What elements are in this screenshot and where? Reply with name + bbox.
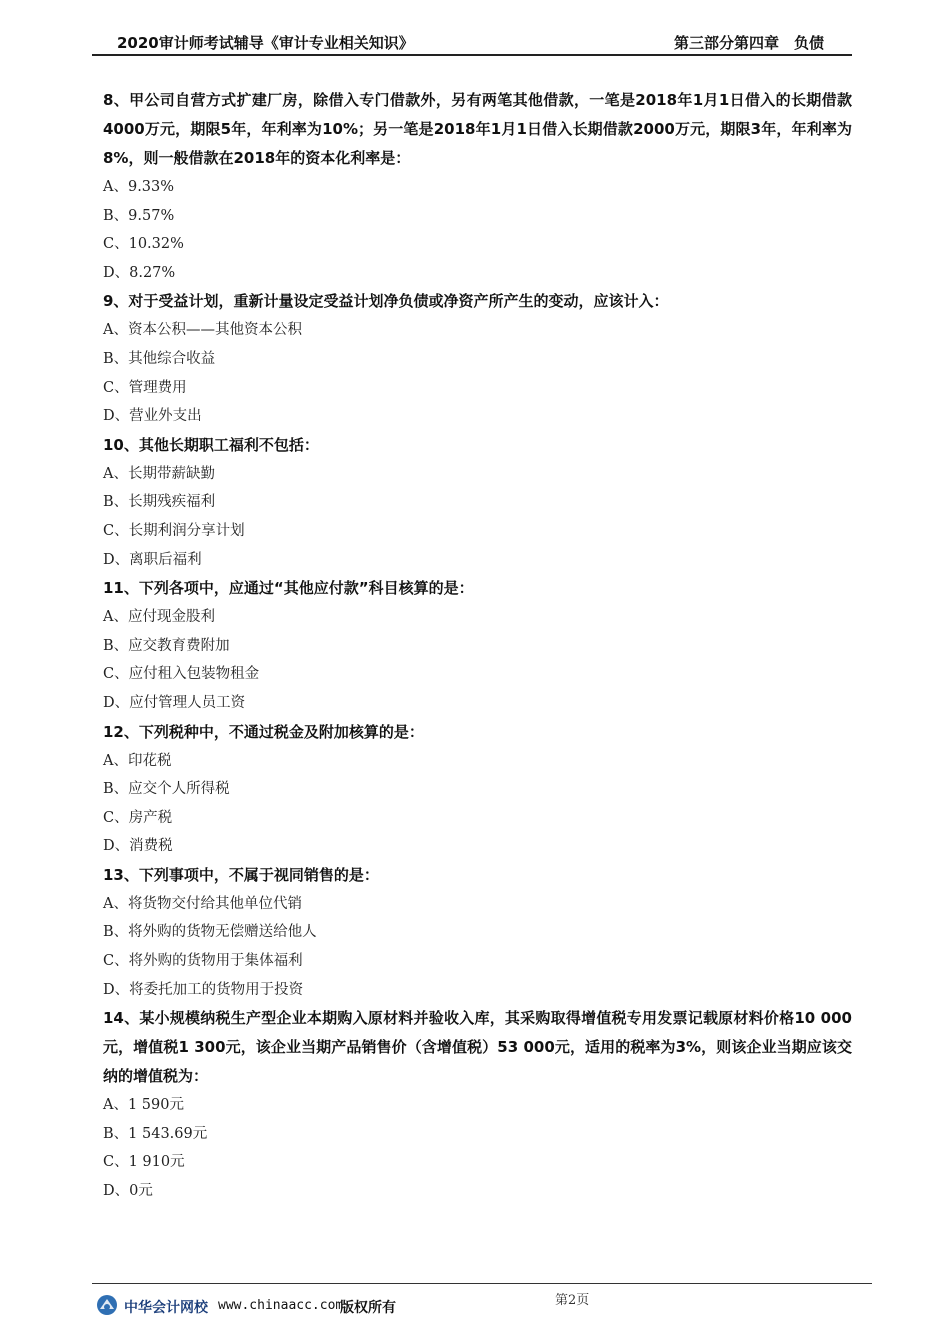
option-b: B、1 543.69元 <box>103 1125 208 1142</box>
question-9 <box>103 287 852 430</box>
option-c: C、房产税 <box>103 809 173 826</box>
question-stem: 13、下列事项中，不属于视同销售的是： <box>103 865 379 884</box>
option-d: D、营业外支出 <box>103 408 202 425</box>
option-d: D、8.27% <box>103 264 176 281</box>
page-header <box>92 30 852 56</box>
brand-logo-icon <box>96 1294 118 1316</box>
footer-divider <box>92 1283 872 1284</box>
option-a: A、1 590元 <box>103 1097 184 1114</box>
question-stem: 9、对于受益计划，重新计量设定受益计划净负债或净资产所产生的变动，应该计入： <box>103 292 669 311</box>
option-d: D、离职后福利 <box>103 551 202 568</box>
option-a: A、印花税 <box>103 752 172 769</box>
question-list <box>103 86 852 1206</box>
question-14 <box>103 1004 852 1205</box>
option-a: A、资本公积——其他资本公积 <box>103 322 302 339</box>
copyright-text: 版权所有 <box>340 1300 396 1316</box>
option-c: C、应付租入包装物租金 <box>103 666 260 683</box>
option-d: D、消费税 <box>103 838 173 855</box>
question-8 <box>103 86 852 287</box>
option-c: C、10.32% <box>103 236 184 253</box>
brand-name: 中华会计网校 <box>124 1300 208 1316</box>
site-url[interactable]: www.chinaacc.com <box>218 1298 344 1313</box>
question-12 <box>103 718 852 861</box>
option-c: C、将外购的货物用于集体福利 <box>103 953 303 970</box>
question-10 <box>103 431 852 574</box>
question-stem: 8、甲公司自营方式扩建厂房，除借入专门借款外，另有两笔其他借款，一笔是2018年1月1日借入的长期借款4000万元，期限5年，年利率为10%；另一笔是2018年1月1日借入长期借款2000万元，期限3年，年利率为8%，则一般借款在2018年的资本化利率是： <box>103 91 852 167</box>
option-b: B、将外购的货物无偿赠送给他人 <box>103 924 317 941</box>
header-chapter: 第三部分第四章 负债 <box>673 34 824 52</box>
option-d: D、0元 <box>103 1183 153 1200</box>
option-a: A、应付现金股利 <box>103 609 215 626</box>
option-c: C、1 910元 <box>103 1154 185 1171</box>
option-c: C、长期利润分享计划 <box>103 522 245 539</box>
question-13 <box>103 861 852 1004</box>
option-d: D、应付管理人员工资 <box>103 694 246 711</box>
question-stem: 11、下列各项中，应通过“其他应付款”科目核算的是： <box>103 579 474 598</box>
option-b: B、其他综合收益 <box>103 350 216 367</box>
option-a: A、长期带薪缺勤 <box>103 465 215 482</box>
page-number: 第2页 <box>555 1293 590 1308</box>
question-11 <box>103 574 852 717</box>
option-b: B、长期残疾福利 <box>103 494 216 511</box>
option-a: A、9.33% <box>103 179 175 195</box>
option-c: C、管理费用 <box>103 379 187 396</box>
option-b: B、9.57% <box>103 207 175 224</box>
option-b: B、应交教育费附加 <box>103 637 230 654</box>
option-d: D、将委托加工的货物用于投资 <box>103 981 304 998</box>
option-b: B、应交个人所得税 <box>103 781 230 798</box>
header-title: 2020审计师考试辅导《审计专业相关知识》 <box>117 34 414 52</box>
question-stem: 10、其他长期职工福利不包括： <box>103 435 319 454</box>
question-stem: 14、某小规模纳税生产型企业本期购入原材料并验收入库，其采购取得增值税专用发票记载原材料价格10 000元，增值税1 300元，该企业当期产品销售价（含增值税）53 000元，适用的税率为3%，则该企业当期应该交纳的增值税为： <box>103 1009 852 1086</box>
question-stem: 12、下列税种中，不通过税金及附加核算的是： <box>103 722 424 741</box>
option-a: A、将货物交付给其他单位代销 <box>103 895 302 912</box>
